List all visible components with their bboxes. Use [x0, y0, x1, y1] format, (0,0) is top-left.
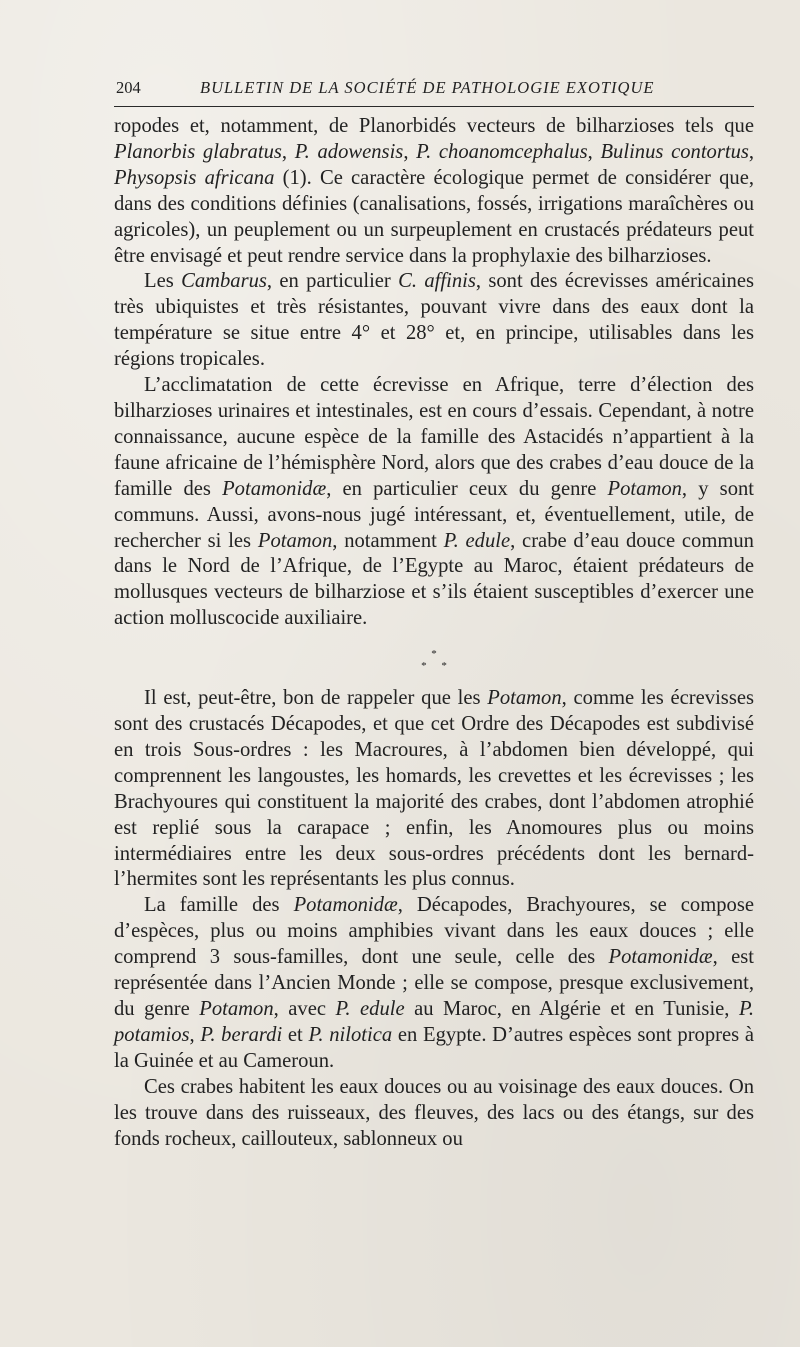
italic-term: P. edule: [335, 998, 405, 1020]
paragraph: [114, 686, 754, 893]
text-run: ,: [587, 140, 601, 163]
text-run: ropodes et, notamment, de Planorbidés vecteurs de bilharzioses tels que: [114, 115, 754, 137]
text-run: L’acclimatation de cette écrevisse en Afrique, terre d’élection des bilharzioses urinaires et intestinales, est en cours d’essais. Cependant, à notre connaissance, aucune espèce de la famille des Astacidés n’appartient à la faune africaine de l’hémisphère Nord, alors que des crabes d’eau douce de la famille des: [114, 374, 754, 500]
italic-term: P. edule: [443, 529, 511, 552]
text-run: Il est, peut-être, bon de rappeler que les: [144, 687, 488, 710]
text-run: , crabe d’eau douce commun dans le Nord de l’Afrique, de l’Egypte au Maroc, étaient prédateurs de mollusques vecteurs de bilharziose et s’ils étaient susceptibles d’exercer une action molluscocide auxiliaire.: [114, 529, 754, 630]
paragraph: [114, 114, 754, 269]
italic-term: Potamonidæ: [608, 946, 713, 969]
italic-term: Bulinus contortus: [600, 140, 749, 163]
italic-term: P. nilotica: [308, 1023, 393, 1046]
text-run: , en particulier: [266, 270, 399, 293]
text-run: , Décapodes, Brachyoures, se compose d’espèces, plus ou moins amphibies vivant dans les eaux douces ; elle comprend 3 sous-familles, dont une seule, celle des: [114, 894, 754, 969]
italic-term: Potamonidæ: [222, 477, 327, 500]
text-run: , avec: [273, 998, 336, 1020]
text-run: , comme les écrevisses sont des crustacés Décapodes, et que cet Ordre des Décapodes est subdivisé en trois Sous-ordres : les Macroures, à l’abdomen bien développé, qui comprennent les langoustes, les homards, les crevettes et les écrevisses ; les Brachyoures qui constituent la majorité des crabes, dont l’abdomen atrophié est replié sous la carapace ; enfin, les Anomoures plus ou moins intermédiaires entre les deux sous-ordres précédents dont les bernard-l’hermites sont les représentants les plus connus.: [114, 687, 754, 891]
text-run: et: [282, 1023, 309, 1046]
italic-term: Cambarus: [181, 270, 267, 293]
italic-term: P. choanomcephalus: [416, 140, 588, 163]
italic-term: Physopsis africana: [114, 166, 275, 189]
running-header: [116, 76, 752, 102]
paragraph: [114, 1075, 754, 1153]
italic-term: P. berardi: [200, 1023, 283, 1046]
text-run: ,: [189, 1023, 201, 1046]
text-run: au Maroc, en Algérie et en Tunisie,: [404, 998, 739, 1020]
italic-term: Potamon: [257, 529, 333, 552]
paragraph: [114, 893, 754, 1074]
journal-title: BULLETIN DE LA SOCIÉTÉ DE PATHOLOGIE EXOTIQUE: [200, 78, 655, 97]
text-run: , notamment: [332, 529, 444, 552]
text-run: , en particulier ceux du genre: [326, 477, 608, 500]
text-run: , sont des écrevisses américaines très ubiquistes et très résistantes, pouvant vivre dans des eaux dont la température se situe entre 4° et 28° et, en principe, utilisables dans les régions tropicales.: [114, 270, 754, 371]
italic-term: Potamon: [607, 477, 682, 500]
italic-term: Potamon: [199, 998, 274, 1020]
text-run: ,: [748, 140, 755, 163]
text-run: La famille des: [144, 894, 294, 917]
text-run: , est représentée dans l’Ancien Monde ; elle se compose, presque exclusivement, du genre: [114, 946, 754, 1020]
text-run: Ces crabes habitent les eaux douces ou au voisinage des eaux douces. On les trouve dans des ruisseaux, des fleuves, des lacs ou des étangs, sur des fonds rocheux, caillouteux, sablonneux ou: [114, 1075, 754, 1150]
text-run: ,: [403, 140, 417, 163]
italic-term: P. potamios: [114, 998, 755, 1046]
asterisk-pair: * *: [421, 660, 453, 673]
italic-term: C. affinis: [398, 270, 476, 293]
text-run: (1). Ce caractère écologique permet de considérer que, dans des conditions définies (canalisations, fossés, irrigations maraîchères ou agricoles), un peuplement ou un surpeuplement en crustacés prédateurs peut être envisagé et peut rendre service dans la prophylaxie des bilharzioses.: [114, 166, 754, 267]
italic-term: Potamon: [487, 687, 562, 710]
section-separator: [114, 648, 754, 672]
italic-term: P. adowensis: [294, 140, 404, 163]
page-number: 204: [116, 78, 141, 97]
italic-term: Planorbis glabratus: [114, 140, 282, 163]
text-run: en Egypte. D’autres espèces sont propres à la Guinée et au Cameroun.: [114, 1023, 754, 1072]
asterisk-top: *: [431, 648, 437, 661]
text-run: ,: [281, 140, 295, 163]
paragraph: [114, 269, 754, 373]
text-run: Les: [144, 270, 182, 293]
italic-term: Potamonidæ: [293, 894, 398, 917]
header-rule: [114, 106, 754, 107]
paragraph: [114, 373, 754, 632]
text-run: , y sont communs. Aussi, avons-nous jugé intéressant, et, éventuellement, utile, de rechercher si les: [114, 477, 755, 552]
article-body: [114, 114, 754, 1152]
